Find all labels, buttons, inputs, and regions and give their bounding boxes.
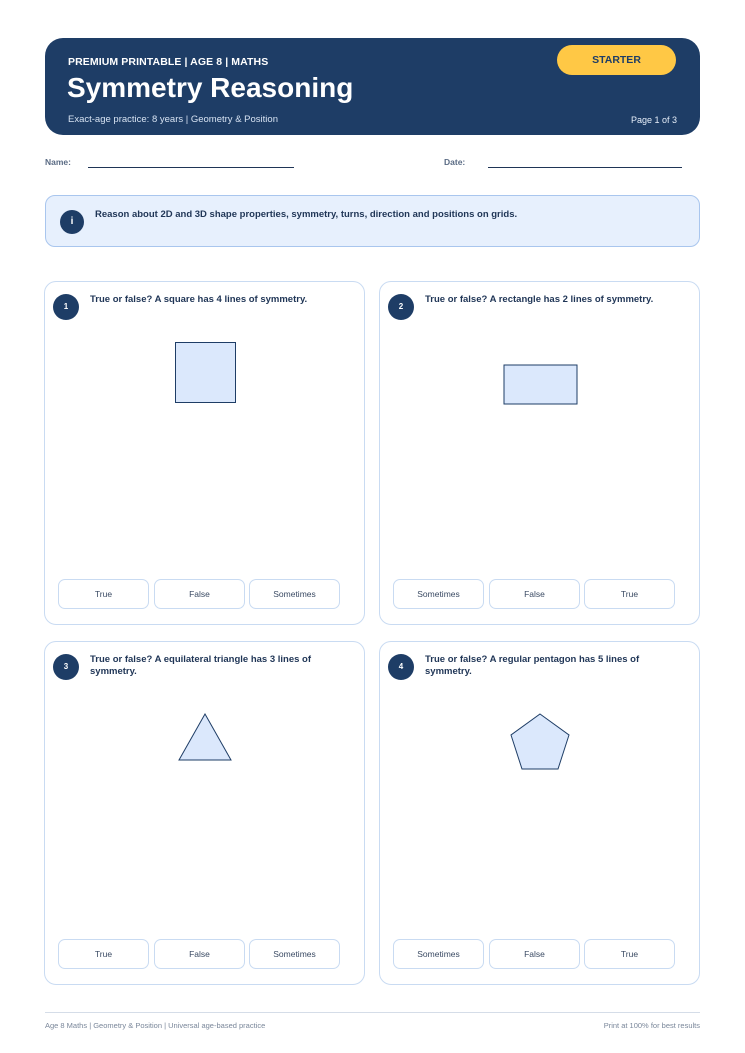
option-button[interactable]: True <box>584 939 675 969</box>
question-text: True or false? A equilateral triangle has 3 lines of symmetry. <box>90 654 312 677</box>
worksheet-header <box>45 38 700 135</box>
question-number: 2 <box>388 294 414 320</box>
question-number: 3 <box>53 654 79 680</box>
option-button[interactable]: True <box>58 939 149 969</box>
footer-right: Print at 100% for best results <box>603 1021 700 1030</box>
page-number: Page 1 of 3 <box>630 115 677 125</box>
info-icon: i <box>60 210 84 234</box>
question-text: True or false? A square has 4 lines of symmetry. <box>90 294 308 305</box>
option-button[interactable]: Sometimes <box>249 579 340 609</box>
option-button[interactable]: False <box>489 939 580 969</box>
rectangle-icon <box>503 364 579 406</box>
option-button[interactable]: False <box>154 939 245 969</box>
date-line <box>488 167 682 168</box>
footer-divider <box>45 1012 700 1013</box>
name-line <box>88 167 294 168</box>
option-button[interactable]: True <box>584 579 675 609</box>
option-button[interactable]: Sometimes <box>393 579 484 609</box>
question-text: True or false? A rectangle has 2 lines of symmetry. <box>425 294 654 305</box>
pentagon-icon <box>510 713 571 771</box>
info-text: Reason about 2D and 3D shape properties, symmetry, turns, direction and positions on grids. <box>95 209 518 220</box>
option-button[interactable]: False <box>154 579 245 609</box>
page-title: Symmetry Reasoning <box>67 72 354 103</box>
option-button[interactable]: True <box>58 579 149 609</box>
question-number: 4 <box>388 654 414 680</box>
option-button[interactable]: Sometimes <box>393 939 484 969</box>
question-card-1 <box>44 281 365 625</box>
date-label: Date: <box>444 157 466 167</box>
question-card-3 <box>44 641 365 985</box>
question-card-2 <box>379 281 700 625</box>
question-number: 1 <box>53 294 79 320</box>
square-icon <box>174 341 238 405</box>
triangle-icon <box>178 713 234 762</box>
question-text: True or false? A regular pentagon has 5 lines of symmetry. <box>425 654 640 677</box>
footer-left: Age 8 Maths | Geometry & Position | Universal age-based practice <box>45 1021 266 1030</box>
option-button[interactable]: False <box>489 579 580 609</box>
header-subtitle: Exact-age practice: 8 years | Geometry & Position <box>68 114 278 125</box>
info-box <box>45 195 700 247</box>
level-badge: STARTER <box>557 45 676 75</box>
header-eyebrow: PREMIUM PRINTABLE | AGE 8 | MATHS <box>68 56 269 68</box>
option-button[interactable]: Sometimes <box>249 939 340 969</box>
question-card-4 <box>379 641 700 985</box>
name-label: Name: <box>45 157 71 167</box>
